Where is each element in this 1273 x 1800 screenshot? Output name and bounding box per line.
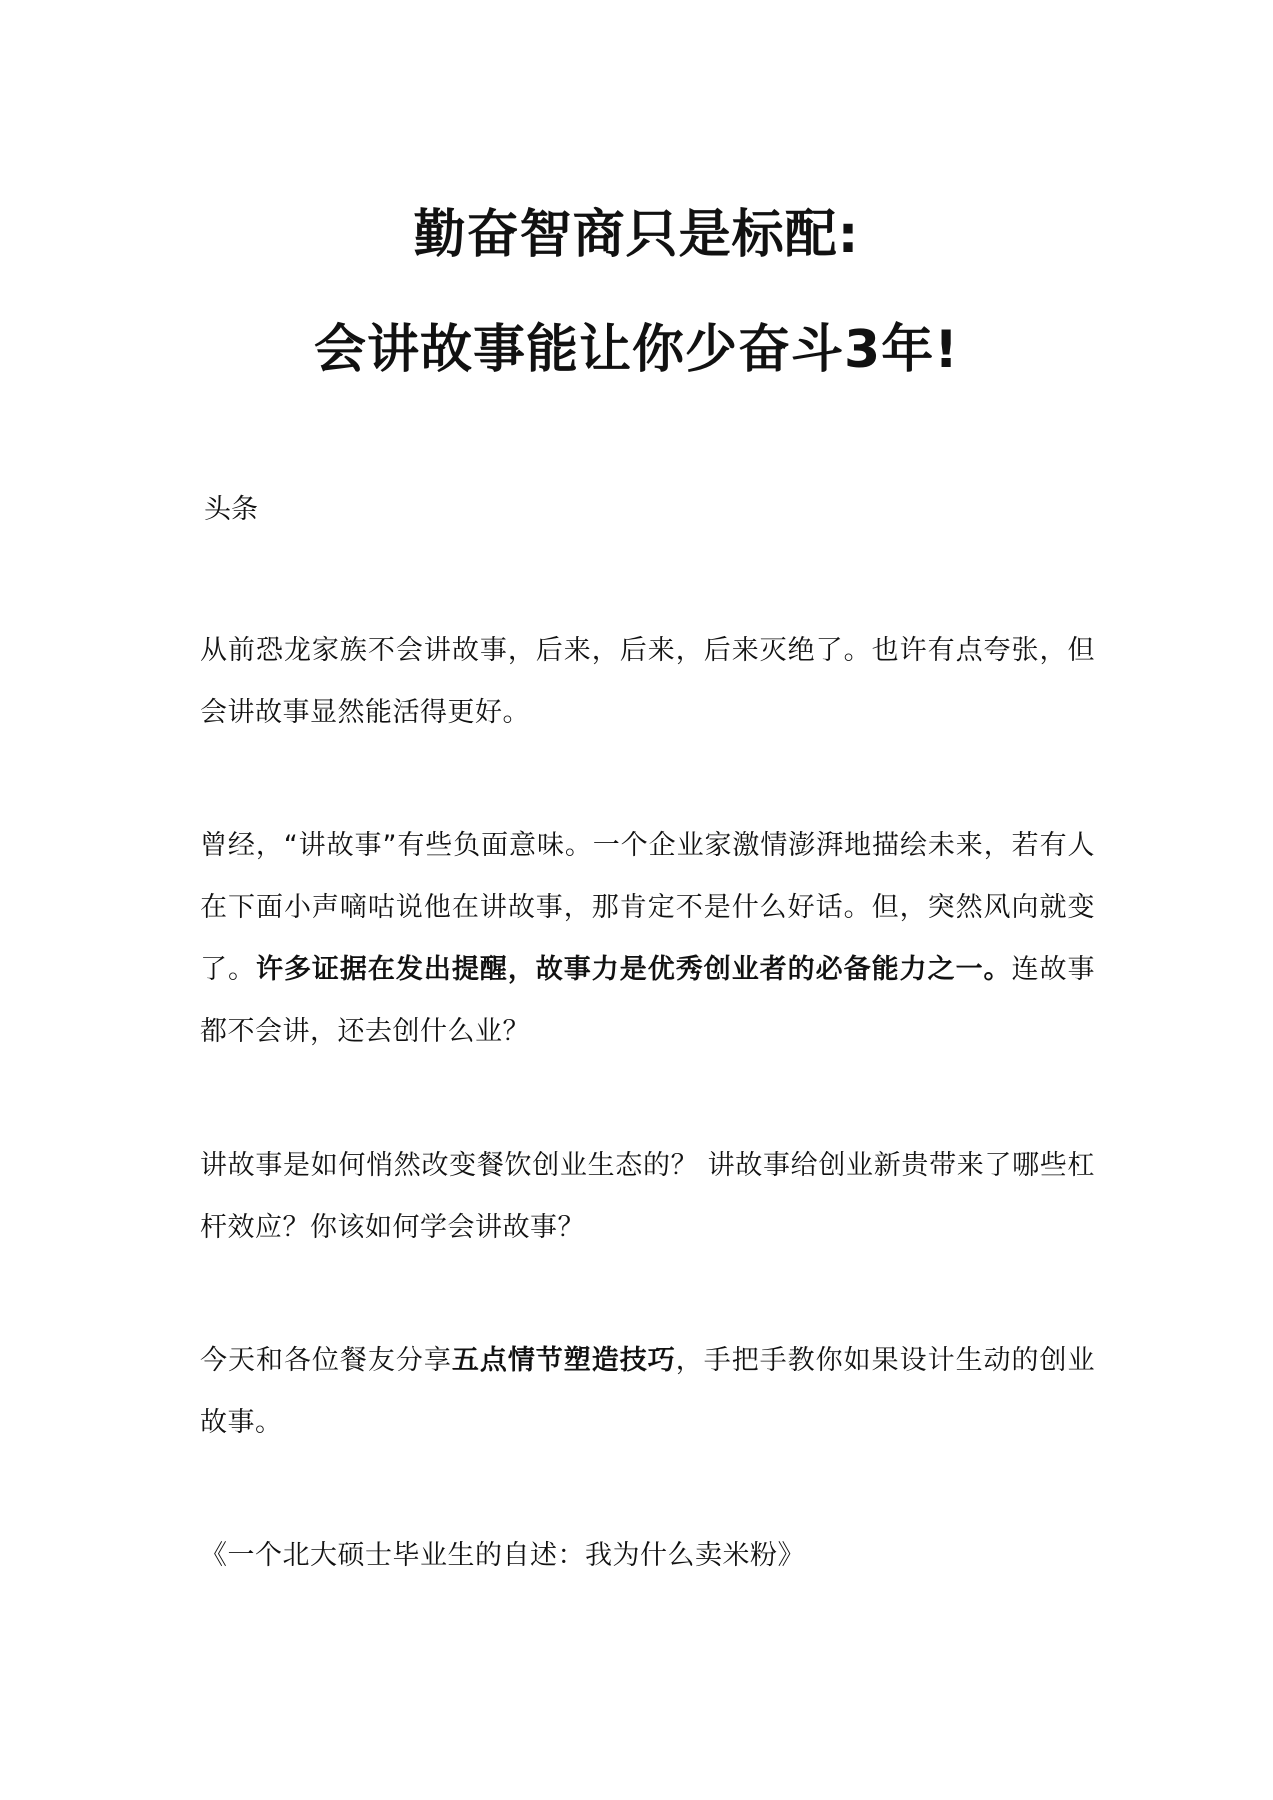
title-line-1: 勤奋智商只是标配: [413, 205, 860, 265]
paragraph-4 [200, 1330, 1095, 1454]
paragraph-4-text-a: 今天和各位餐友分享 [200, 1345, 452, 1376]
paragraph-1: 从前恐龙家族不会讲故事，后来，后来，后来灭绝了。也许有点夸张，但会讲故事显然能活得更好。 [200, 635, 1095, 728]
title-line-2: 会讲故事能让你少奋斗3年! [314, 320, 959, 380]
paragraph-5-book-title: 《一个北大硕士毕业生的自述：我为什么卖米粉》 [200, 1540, 805, 1571]
source-label: 头条 [204, 494, 258, 525]
paragraph-2-text-b: 连故事都不会讲，还去创什么业？ [200, 954, 1096, 1047]
paragraph-3: 讲故事是如何悄然改变餐饮创业生态的？ 讲故事给创业新贵带来了哪些杠杆效应？你该如何学会讲故事？ [200, 1150, 1095, 1243]
paragraph-2-bold: 许多证据在发出提醒，故事力是优秀创业者的必备能力之一。 [255, 954, 1012, 985]
paragraph-4-text-b: ，手把手教你如果设计生动的创业故事。 [200, 1345, 1096, 1438]
paragraph-4-bold: 五点情节塑造技巧 [451, 1345, 676, 1376]
paragraph-2 [200, 815, 1095, 1063]
paragraph-2-text-a: 曾经，“讲故事”有些负面意味。一个企业家激情澎湃地描绘未来，若有人在下面小声嘀咕说他在讲故事，那肯定不是什么好话。但，突然风向就变了。 [200, 830, 1095, 985]
